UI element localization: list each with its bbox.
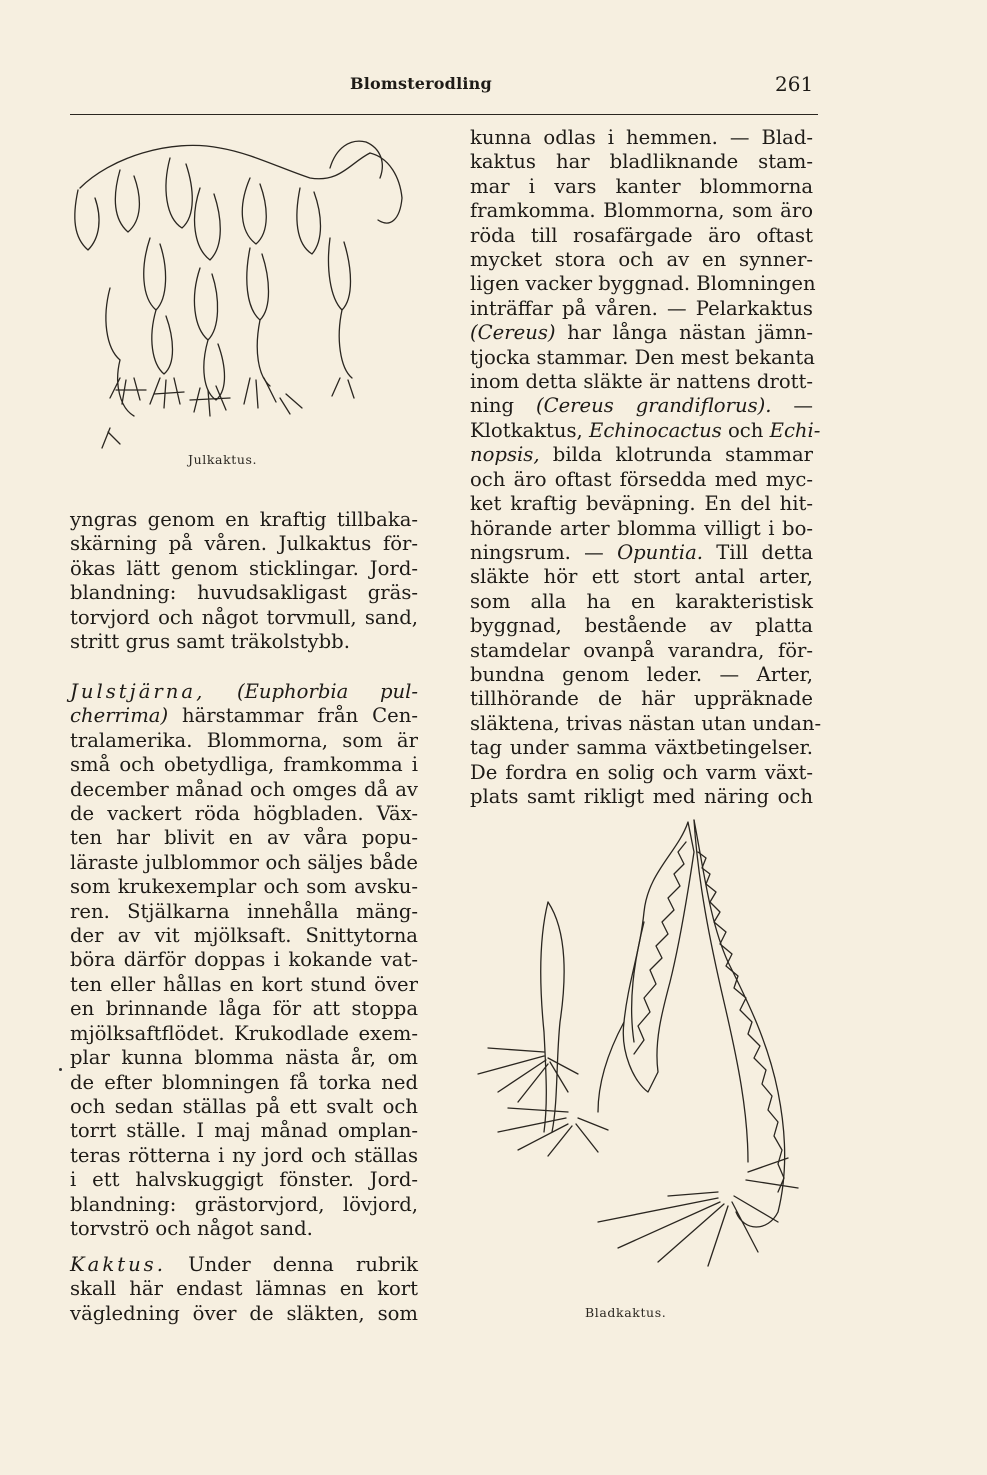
text-line: blandning: huvudsakligast gräs-: [70, 581, 418, 605]
header-rule: [70, 114, 818, 115]
text-line: ket kraftig beväpning. En del hit-: [470, 492, 813, 516]
text-line: inträffar på våren. — Pelarkaktus: [470, 296, 813, 320]
text-fragment: Klotkaktus,: [470, 418, 590, 442]
text-line: der av vit mjölksaft. Snittytorna: [70, 924, 418, 948]
text-line: blandning: grästorvjord, lövjord,: [70, 1192, 418, 1216]
text-line: i ett halvskuggigt fönster. Jord-: [70, 1168, 418, 1192]
text-line: vägledning över de släkten, som: [70, 1301, 418, 1325]
text-fragment: bilda klotrunda stammar: [539, 443, 813, 467]
text-line: [470, 418, 821, 443]
text-fragment: Till detta: [702, 540, 813, 564]
text-line: röda till rosafärgade äro oftast: [470, 223, 813, 247]
text-line: släkte hör ett stort antal arter,: [470, 565, 813, 589]
text-line: läraste julblommor och säljes både: [70, 850, 418, 874]
section-title: Blomsterodling: [350, 74, 492, 93]
text-line: yngras genom en kraftig tillbaka-: [70, 508, 418, 531]
text-line: släktena, trivas nästan utan undan-: [470, 711, 822, 735]
latin-name: (Cereus grandiflorus).: [535, 394, 772, 418]
left-column-kaktus: [70, 1253, 418, 1326]
text-line: skall här endast lämnas en kort: [70, 1277, 418, 1301]
text-line: skärning på våren. Julkaktus för-: [70, 532, 418, 556]
text-line: torvströ och något sand.: [70, 1216, 313, 1240]
julkaktus-flowers: [102, 378, 354, 448]
text-line: byggnad, bestående av platta: [470, 614, 813, 638]
text-line: kunna odlas i hemmen. — Blad-: [470, 126, 813, 149]
text-line: plar kunna blomma nästa år, om: [70, 1046, 418, 1070]
paragraph-kaktus: [70, 1253, 418, 1326]
text-line: ren. Stjälkarna innehålla mäng-: [70, 899, 418, 923]
text-line: [470, 443, 813, 467]
text-line: tralamerika. Blommorna, som är: [70, 728, 418, 752]
text-line: stamdelar ovanpå varandra, för-: [470, 638, 813, 662]
text-line: ligen vacker byggnad. Blomningen: [470, 272, 816, 296]
right-column: [470, 126, 822, 809]
text-line: tillhörande de här uppräknade: [470, 687, 813, 711]
text-line: mar i vars kanter blommorna: [470, 174, 813, 198]
text-line: som krukexemplar och som avsku-: [70, 875, 418, 899]
text-line: [470, 541, 813, 565]
text-fragment: har långa nästan jämn-: [555, 321, 813, 345]
text-fragment: och: [721, 418, 770, 442]
text-line: [470, 394, 813, 418]
text-fragment: Under denna rubrik: [165, 1253, 418, 1276]
paragraph-julkaktus-care: [70, 508, 418, 654]
text-fragment: härstammar från Cen-: [168, 704, 418, 728]
text-line: [70, 1253, 418, 1277]
bladkaktus-illustration: [448, 812, 818, 1282]
bladkaktus-caption: Bladkaktus.: [585, 1305, 667, 1320]
latin-name: (Euphorbia pul-: [236, 680, 418, 703]
latin-name: Opuntia.: [617, 540, 703, 564]
latin-name: Echi-: [769, 418, 821, 442]
text-line: som alla ha en karakteristisk: [470, 589, 813, 613]
text-line: tjocka stammar. Den mest bekanta: [470, 345, 815, 369]
text-line: och äro oftast försedda med myc-: [470, 467, 813, 491]
julkaktus-caption: Julkaktus.: [188, 452, 258, 467]
text-fragment: —: [771, 394, 813, 418]
heading-kaktus: Kaktus.: [70, 1253, 166, 1276]
text-line: ökas lätt genom sticklingar. Jord-: [70, 556, 418, 580]
text-line: teras rötterna i ny jord och ställas: [70, 1143, 418, 1167]
text-line: tag under samma växtbetingelser.: [470, 736, 813, 760]
text-line: torrt ställe. I maj månad omplan-: [70, 1119, 418, 1143]
text-line: mjölksaftflödet. Krukodlade exem-: [70, 1021, 418, 1045]
text-line: de efter blomningen få torka ned: [70, 1070, 418, 1094]
text-line: ten har blivit en av våra popu-: [70, 826, 418, 850]
julkaktus-illustration: [50, 128, 420, 458]
bladkaktus-leaves: [541, 820, 785, 1227]
text-line: hörande arter blomma villigt i bo-: [470, 516, 813, 540]
latin-name: nopsis,: [470, 443, 540, 467]
margin-mark: [59, 1068, 62, 1071]
text-line: [70, 704, 418, 728]
running-head: [0, 72, 987, 102]
text-line: [70, 680, 418, 704]
latin-name: Echinocactus: [589, 418, 722, 442]
paragraph-julstjarna: [70, 680, 418, 1241]
text-line: de vackert röda högbladen. Väx-: [70, 802, 418, 826]
text-line: plats samt rikligt med näring och: [470, 784, 813, 808]
text-line: en brinnande låga för att stoppa: [70, 997, 418, 1021]
text-line: [470, 321, 813, 345]
text-line: inom detta släkte är nattens drott-: [470, 370, 813, 394]
text-fragment: ning: [470, 394, 536, 418]
text-line: december månad och omges då av: [70, 777, 418, 801]
text-line: De fordra en solig och varm växt-: [470, 760, 813, 784]
page-number: 261: [775, 72, 814, 96]
text-line: ten eller hållas en kort stund över: [70, 972, 418, 996]
latin-name: (Cereus): [470, 321, 556, 345]
text-line: framkomma. Blommorna, som äro: [470, 199, 813, 223]
text-line: bundna genom leder. — Arter,: [470, 662, 813, 686]
text-line: stritt grus samt träkolstybb.: [70, 630, 350, 654]
left-column-julstjarna: [70, 680, 418, 1241]
text-line: böra därför doppas i kokande vat-: [70, 948, 418, 972]
left-column: [70, 508, 418, 654]
text-fragment: ningsrum. —: [470, 540, 618, 564]
text-line: och sedan ställas på ett svalt och: [70, 1094, 418, 1118]
text-line: mycket stora och av en synner-: [470, 248, 813, 272]
heading-julstjarna: Julstjärna,: [70, 680, 206, 703]
text-line: kaktus har bladliknande stam-: [470, 150, 813, 174]
paragraph-kaktus-cont: [470, 126, 822, 809]
text-line: små och obetydliga, framkomma i: [70, 753, 418, 777]
julkaktus-stems: [75, 141, 402, 416]
latin-name-cont: cherrima): [70, 704, 169, 728]
text-line: torvjord och något torvmull, sand,: [70, 605, 418, 629]
